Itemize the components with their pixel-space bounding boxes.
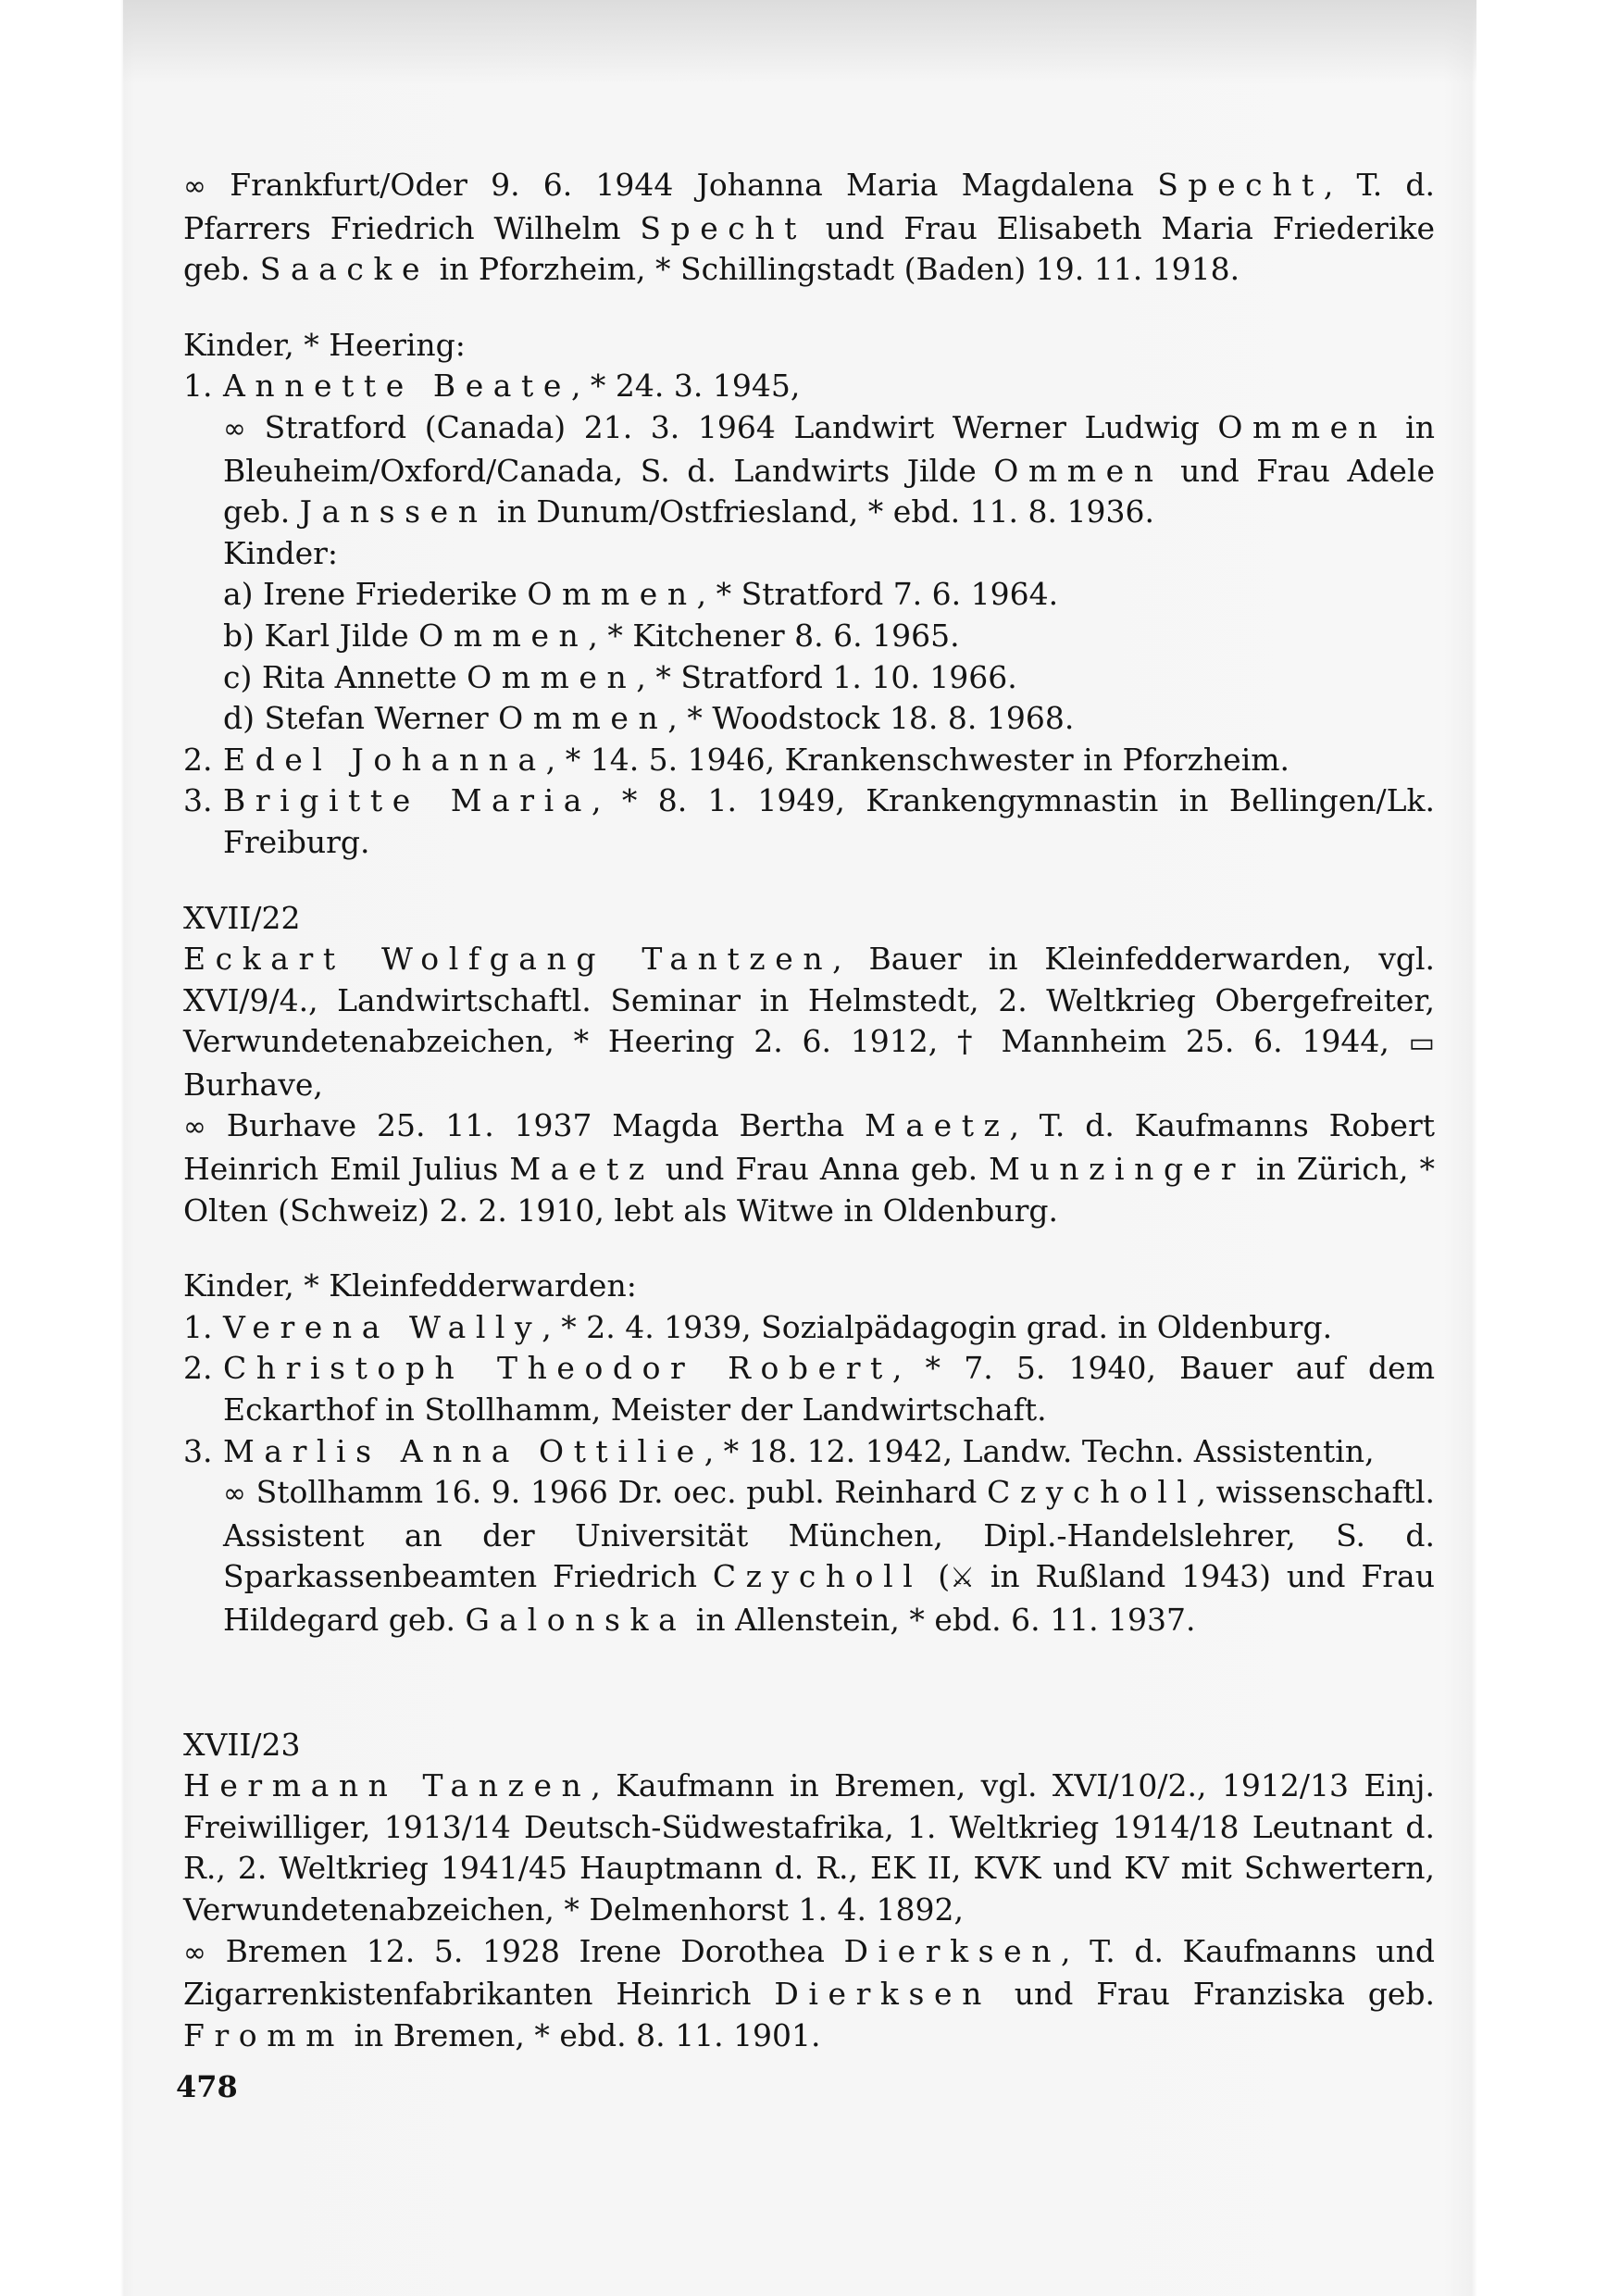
list-item: b) Karl Jilde Ommen, * Kitchener 8. 6. 1965. bbox=[223, 617, 960, 654]
birth-icon: * bbox=[564, 1890, 579, 1928]
birth-icon: * bbox=[867, 493, 884, 530]
list-item: 2. Edel Johanna, * 14. 5. 1946, Krankenschwester in Pforzheim. bbox=[183, 741, 1290, 778]
birth-icon: * bbox=[621, 782, 638, 819]
birth-icon: * bbox=[607, 617, 623, 654]
birth-icon: * bbox=[723, 1432, 740, 1469]
entry-heading: XVII/23 bbox=[183, 1726, 301, 1763]
birth-icon: * bbox=[304, 326, 319, 363]
list-item: 1. Annette Beate, * 24. 3. 1945, ∞ Stratford (Canada) 21. 3. 1964 Landwirt Werner Ludwig Ommen in Bleuheim/Oxford/Canada, S. d. Landwirts Jilde Ommen und Frau Adele geb. Janssen in Dunum/Ostfriesland, * ebd. 11. 8. 1936. Kinder: a) Irene Friederike Ommen, * Stratford 7. 6. 1964. b) Karl Jilde Ommen, * Kitchener 8. 6. 1965. c) Rita Annette Ommen, * Stratford 1. 10. 1966. d) Stefan Werner Ommen, * Woodstock 18. 8. 1968. bbox=[183, 366, 1435, 739]
birth-icon: * bbox=[304, 1267, 319, 1304]
birth-icon: * bbox=[687, 700, 703, 737]
birth-icon: * bbox=[561, 1308, 577, 1345]
entry-paragraph: Hermann Tanzen, Kaufmann in Bremen, vgl. XVI/10/2., 1912/13 Einj. Freiwilliger, 1913/14 Deutsch-Südwestafrika, 1. Weltkrieg 1914/18 Leutnant d. R., 2. Weltkrieg 1941/45 Hauptmann d. R., EK II, KVK und KV mit Schwertern, Verwundetenabzeichen, * Delmenhorst 1. 4. 1892, ∞ Bremen 12. 5. 1928 Irene Dorothea Dierksen, T. d. Kaufmanns und Zigarrenkistenfabrikanten Heinrich Dierksen und Frau Franziska geb. Fromm in Bremen, * ebd. 8. 11. 1901. bbox=[183, 1767, 1435, 2053]
burial-icon: ▭ bbox=[1408, 1027, 1436, 1060]
children-list bbox=[183, 1266, 1435, 1641]
entry-heading: XVII/22 bbox=[183, 899, 301, 936]
death-icon: † bbox=[956, 1023, 982, 1060]
birth-icon: * bbox=[925, 1350, 941, 1387]
birth-icon: * bbox=[909, 1602, 925, 1638]
list-item: 3. Brigitte Maria, * 8. 1. 1949, Krankengymnastin in Bellingen/Lk. Freiburg. bbox=[183, 782, 1435, 860]
children-heading: Kinder, * Heering: bbox=[183, 326, 466, 363]
children-heading: Kinder, * Kleinfedderwarden: bbox=[183, 1267, 637, 1304]
grandchildren-heading: Kinder: bbox=[223, 534, 339, 571]
killed-in-action-icon: ⚔ bbox=[950, 1562, 975, 1595]
entry-xvii-22 bbox=[183, 898, 1435, 1232]
page-number: 478 bbox=[176, 2069, 238, 2104]
list-item: d) Stefan Werner Ommen, * Woodstock 18. 8. 1968. bbox=[223, 700, 1075, 737]
birth-icon: * bbox=[654, 251, 671, 288]
list-item: 1. Verena Wally, * 2. 4. 1939, Sozialpädagogin grad. in Oldenburg. bbox=[183, 1308, 1333, 1345]
list-item: a) Irene Friederike Ommen, * Stratford 7. 6. 1964. bbox=[223, 576, 1059, 613]
birth-icon: * bbox=[534, 2016, 550, 2053]
birth-icon: * bbox=[655, 658, 671, 695]
children-list bbox=[183, 325, 1435, 864]
birth-icon: * bbox=[565, 741, 581, 778]
list-item: c) Rita Annette Ommen, * Stratford 1. 10. 1966. bbox=[223, 658, 1017, 695]
list-item: 3. Marlis Anna Ottilie, * 18. 12. 1942, Landw. Techn. Assistentin, ∞ Stollhamm 16. 9. 1966 Dr. oec. publ. Reinhard Czycholl, wissenschaftl. Assistent an der Universität München, Dipl.-Handelslehrer, S. d. Sparkassenbeamten Friedrich Czycholl (⚔ in Rußland 1943) und Frau Hildegard geb. Galonska in Allenstein, * ebd. 6. 11. 1937. bbox=[183, 1432, 1435, 1638]
marriage-icon: ∞ bbox=[183, 1111, 206, 1144]
birth-icon: * bbox=[573, 1023, 590, 1060]
marriage-icon: ∞ bbox=[183, 170, 206, 203]
marriage-paragraph: ∞ Frankfurt/Oder 9. 6. 1944 Johanna Maria Magdalena Specht, T. d. Pfarrers Friedrich Wilhelm Specht und Frau Elisabeth Maria Friederike geb. Saacke in Pforzheim, * Schillingstadt (Baden) 19. 11. 1918. bbox=[183, 167, 1435, 288]
birth-icon: * bbox=[1419, 1151, 1435, 1188]
text-column bbox=[183, 165, 1435, 2090]
list-item: 2. Christoph Theodor Robert, * 7. 5. 1940, Bauer auf dem Eckarthof in Stollhamm, Meister der Landwirtschaft. bbox=[183, 1350, 1436, 1429]
entry-xvii-23 bbox=[183, 1725, 1435, 2057]
marriage-icon: ∞ bbox=[223, 412, 246, 445]
marriage-icon: ∞ bbox=[183, 1936, 206, 1969]
entry-paragraph: Eckart Wolfgang Tantzen, Bauer in Kleinfedderwarden, vgl. XVI/9/4., Landwirtschaftl. Seminar in Helmstedt, 2. Weltkrieg Obergefreiter, Verwundetenabzeichen, * Heering 2. 6. 1912, † Mannheim 25. 6. 1944, ▭ Burhave, ∞ Burhave 25. 11. 1937 Magda Bertha Maetz, T. d. Kaufmanns Robert Heinrich Emil Julius Maetz und Frau Anna geb. Munzinger in Zürich, * Olten (Schweiz) 2. 2. 1910, lebt als Witwe in Oldenburg. bbox=[183, 941, 1436, 1229]
entry-continuation bbox=[183, 165, 1435, 291]
birth-icon: * bbox=[590, 368, 606, 405]
birth-icon: * bbox=[716, 576, 732, 613]
marriage-icon: ∞ bbox=[223, 1478, 246, 1511]
